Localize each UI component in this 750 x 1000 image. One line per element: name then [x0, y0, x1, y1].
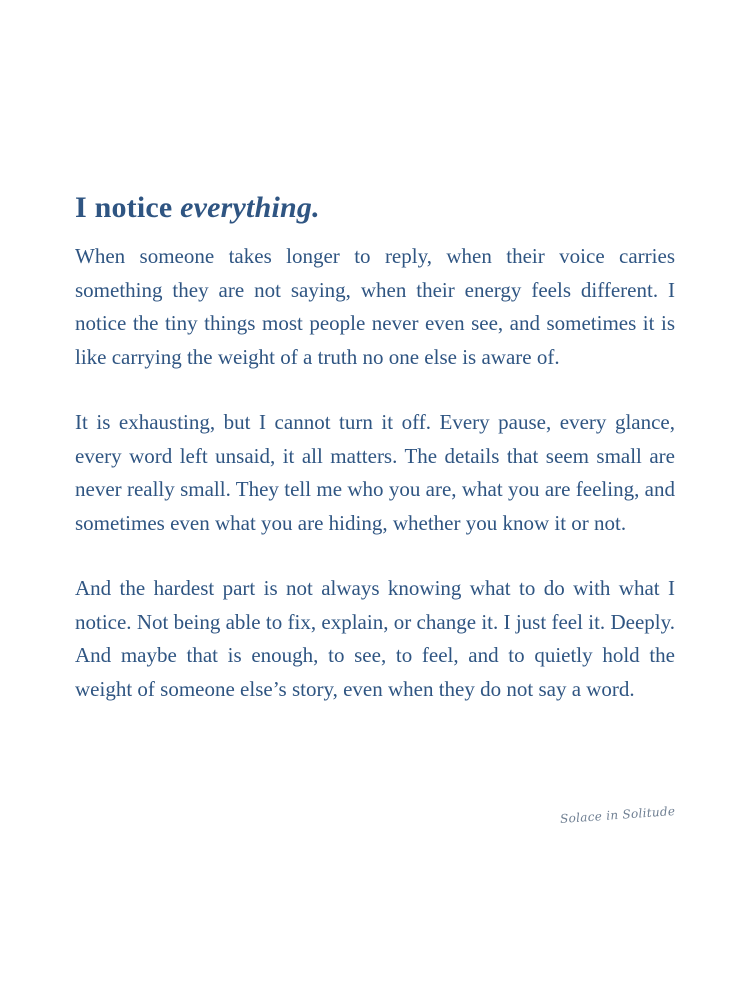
title-emphasis: everything.: [180, 191, 320, 224]
document-body: [75, 190, 675, 738]
page-title: [75, 190, 675, 226]
signature: Solace in Solitude: [559, 803, 676, 827]
title-plain: I notice: [75, 191, 181, 224]
paragraph-2: It is exhausting, but I cannot turn it off. Every pause, every glance, every word left unsaid, it all matters. The details that seem small are never really small. They tell me who you are, what you are feeling, and sometimes even what you are hiding, whether you know it or not.: [75, 410, 675, 535]
paragraph-3: And the hardest part is not always knowing what to do with what I notice. Not being able to fix, explain, or change it. I just feel it. Deeply. And maybe that is enough, to see, to feel, and to quietly hold the weight of someone else’s story, even when they do not say a word.: [75, 576, 675, 701]
paragraph-1: When someone takes longer to reply, when their voice carries something they are not saying, when their energy feels different. I notice the tiny things most people never even see, and sometimes it is like carrying the weight of a truth no one else is aware of.: [75, 244, 675, 369]
